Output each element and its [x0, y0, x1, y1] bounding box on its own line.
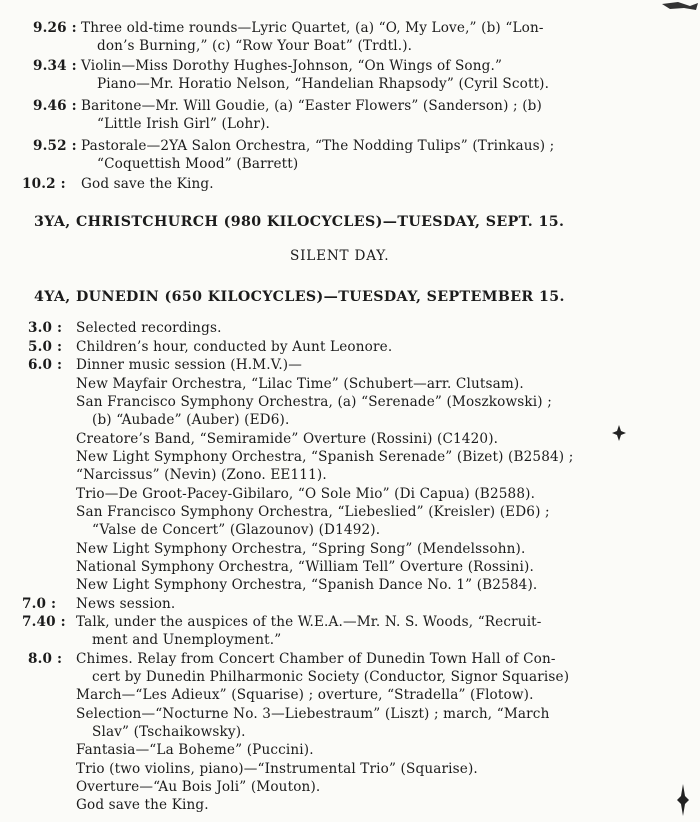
program-line: “Valse de Concert” (Glazounov) (D1492).	[92, 522, 381, 538]
ink-speck-decoration	[660, 0, 700, 14]
program-line: Fantasia—“La Boheme” (Puccini).	[76, 742, 314, 758]
time-3-0: 3.0 :	[28, 320, 63, 336]
section-heading-4ya: 4YA, DUNEDIN (650 KILOCYCLES)—TUESDAY, SEPTEMBER 15.	[34, 289, 565, 305]
program-line: Pastorale—2YA Salon Orchestra, “The Nodding Tulips” (Trinkaus) ;	[81, 138, 555, 154]
time-9-26: 9.26 :	[33, 20, 77, 36]
program-line: ment and Unemployment.”	[92, 632, 282, 648]
program-line: News session.	[76, 596, 176, 612]
program-line: Overture—“Au Bois Joli” (Mouton).	[76, 779, 321, 795]
program-line: God save the King.	[76, 797, 209, 813]
program-line: Trio—De Groot-Pacey-Gibilaro, “O Sole Mio” (Di Capua) (B2588).	[76, 486, 536, 502]
program-line: “Narcissus” (Nevin) (Zono. EE111).	[76, 467, 327, 483]
time-5-0: 5.0 :	[28, 339, 63, 355]
program-line: “Coquettish Mood” (Barrett)	[97, 156, 299, 172]
program-line: Piano—Mr. Horatio Nelson, “Handelian Rhapsody” (Cyril Scott).	[97, 76, 550, 92]
time-9-52: 9.52 :	[33, 138, 77, 154]
ink-speck-decoration	[612, 425, 626, 441]
silent-day-note: SILENT DAY.	[290, 248, 390, 264]
program-line: Talk, under the auspices of the W.E.A.—Mr. N. S. Woods, “Recruit-	[76, 614, 542, 630]
time-9-34: 9.34 :	[33, 58, 77, 74]
program-line: “Little Irish Girl” (Lohr).	[97, 116, 270, 132]
program-line: don’s Burning,” (c) “Row Your Boat” (Trdtl.).	[97, 38, 413, 54]
program-line: National Symphony Orchestra, “William Tell” Overture (Rossini).	[76, 559, 534, 575]
program-line: San Francisco Symphony Orchestra, “Liebeslied” (Kreisler) (ED6) ;	[76, 504, 550, 520]
time-7-0: 7.0 :	[22, 596, 57, 612]
program-line: Slav” (Tschaikowsky).	[92, 724, 246, 740]
program-line: (b) “Aubade” (Auber) (ED6).	[92, 412, 290, 428]
time-6-0: 6.0 :	[28, 357, 63, 373]
program-line: Chimes. Relay from Concert Chamber of Dunedin Town Hall of Con-	[76, 651, 556, 667]
program-line: New Light Symphony Orchestra, “Spanish Serenade” (Bizet) (B2584) ;	[76, 449, 574, 465]
program-line: God save the King.	[81, 176, 214, 192]
time-8-0: 8.0 :	[28, 651, 63, 667]
program-line: New Light Symphony Orchestra, “Spring Song” (Mendelssohn).	[76, 541, 526, 557]
program-line: cert by Dunedin Philharmonic Society (Conductor, Signor Squarise)	[92, 669, 570, 685]
program-line: Selection—“Nocturne No. 3—Liebestraum” (Liszt) ; march, “March	[76, 706, 550, 722]
program-line: New Mayfair Orchestra, “Lilac Time” (Schubert—arr. Clutsam).	[76, 376, 524, 392]
program-line: New Light Symphony Orchestra, “Spanish Dance No. 1” (B2584).	[76, 577, 538, 593]
program-line: San Francisco Symphony Orchestra, (a) “Serenade” (Moszkowski) ;	[76, 394, 552, 410]
ink-speck-decoration	[677, 784, 689, 816]
program-line: Three old-time rounds—Lyric Quartet, (a) “O, My Love,” (b) “Lon-	[81, 20, 544, 36]
time-9-46: 9.46 :	[33, 98, 77, 114]
time-10-2: 10.2 :	[22, 176, 66, 192]
program-line: Dinner music session (H.M.V.)—	[76, 357, 302, 373]
program-line: Violin—Miss Dorothy Hughes-Johnson, “On Wings of Song.”	[81, 58, 503, 74]
program-line: Children’s hour, conducted by Aunt Leonore.	[76, 339, 393, 355]
program-line: March—“Les Adieux” (Squarise) ; overture, “Stradella” (Flotow).	[76, 687, 534, 703]
program-line: Baritone—Mr. Will Goudie, (a) “Easter Flowers” (Sanderson) ; (b)	[81, 98, 542, 114]
section-heading-3ya: 3YA, CHRISTCHURCH (980 KILOCYCLES)—TUESDAY, SEPT. 15.	[34, 214, 565, 230]
program-line: Selected recordings.	[76, 320, 222, 336]
program-line: Trio (two violins, piano)—“Instrumental Trio” (Squarise).	[76, 761, 478, 777]
time-7-40: 7.40 :	[22, 614, 66, 630]
program-line: Creatore’s Band, “Semiramide” Overture (Rossini) (C1420).	[76, 431, 499, 447]
